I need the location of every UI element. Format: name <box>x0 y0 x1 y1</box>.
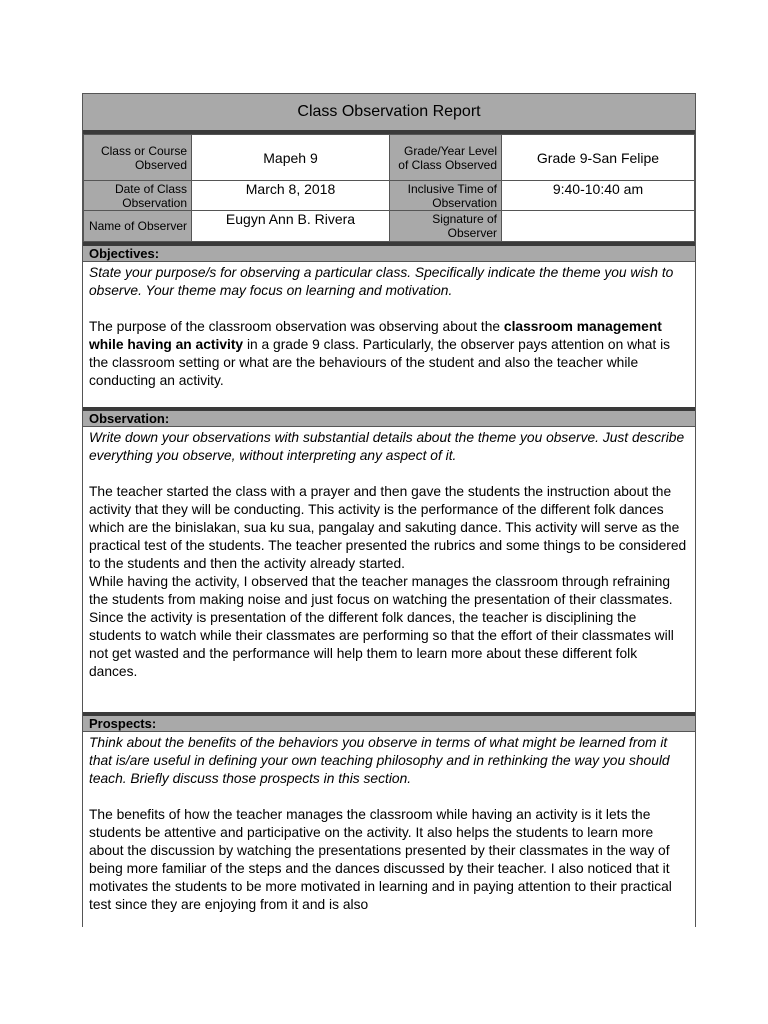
info-table <box>83 134 695 242</box>
observation-paragraph-1: The teacher started the class with a prayer and then gave the students the instruction about the activity that they will be conducting. This activity is the performance of the different folk dances which are the binislakan, sua ku sua, pangalay and sakuting dance. This activity will serve as the practical test of the students. The teacher presented the rubrics and some things to be considered to the students and then the activity already started. <box>89 484 687 571</box>
report-title: Class Observation Report <box>83 94 695 134</box>
grade-label: Grade/Year Level of Class Observed <box>390 135 502 181</box>
observation-prompt: Write down your observations with substantial details about the theme you observe. Just describe everything you observe, without interpreting any aspect of it. <box>89 430 685 463</box>
objectives-heading: Objectives: <box>83 242 695 262</box>
prospects-section <box>83 732 695 914</box>
objectives-answer <box>89 318 689 390</box>
info-row <box>84 211 695 242</box>
observation-report-form <box>82 93 696 927</box>
prospects-prompt: Think about the benefits of the behaviors you observe in terms of what might be learned from it that is/are useful in defining your own teaching philosophy and in rethinking the way you should teach. Briefly discuss those prospects in this section. <box>89 735 670 786</box>
grade-value: Grade 9-San Felipe <box>502 135 695 181</box>
time-value: 9:40-10:40 am <box>502 181 695 211</box>
objectives-answer-end: in a grade 9 class. Particularly, the observer pays attention on what is the classroom setting or what are the behaviours of the student and also the teacher while conducting an activity. <box>89 337 671 388</box>
objectives-answer-start: The purpose of the classroom observation was observing about the <box>89 319 504 334</box>
observation-section <box>83 427 695 712</box>
signature-value <box>502 211 695 242</box>
time-label: Inclusive Time of Observation <box>390 181 502 211</box>
observer-name-value: Eugyn Ann B. Rivera <box>192 211 390 242</box>
observation-paragraph-2: While having the activity, I observed that the teacher manages the classroom through refraining the students from making noise and just focus on watching the presentation of their classmates. Since the activity is presentation of the different folk dances, the teacher is disciplining the students to watch while their classmates are performing so that the effort of their classmates will not get wasted and the performance will help them to learn more about these different folk dances. <box>89 574 674 679</box>
prospects-heading: Prospects: <box>83 712 695 732</box>
signature-label: Signature of Observer <box>390 211 502 242</box>
prospects-answer: The benefits of how the teacher manages the classroom while having an activity is it lets the students be attentive and participative on the activity. It also helps the students to learn more about the discussion by watching the presentations presented by their classmates in the way of being more familiar of the steps and the dances discussed by their teacher. I also noticed that it motivates the students to be more motivated in learning and in paying attention to their practical test since they are enjoying from it and is also <box>89 807 672 912</box>
objectives-prompt: State your purpose/s for observing a particular class. Specifically indicate the theme you wish to observe. Your theme may focus on learning and motivation. <box>89 265 674 298</box>
objectives-section <box>83 262 695 407</box>
class-value: Mapeh 9 <box>192 135 390 181</box>
date-label: Date of Class Observation <box>84 181 192 211</box>
info-row <box>84 181 695 211</box>
date-value: March 8, 2018 <box>192 181 390 211</box>
observation-heading: Observation: <box>83 407 695 427</box>
objectives-answer-emphasis: classroom management while having an activity <box>89 319 662 352</box>
class-label: Class or Course Observed <box>84 135 192 181</box>
name-label: Name of Observer <box>84 211 192 242</box>
info-row <box>84 135 695 181</box>
